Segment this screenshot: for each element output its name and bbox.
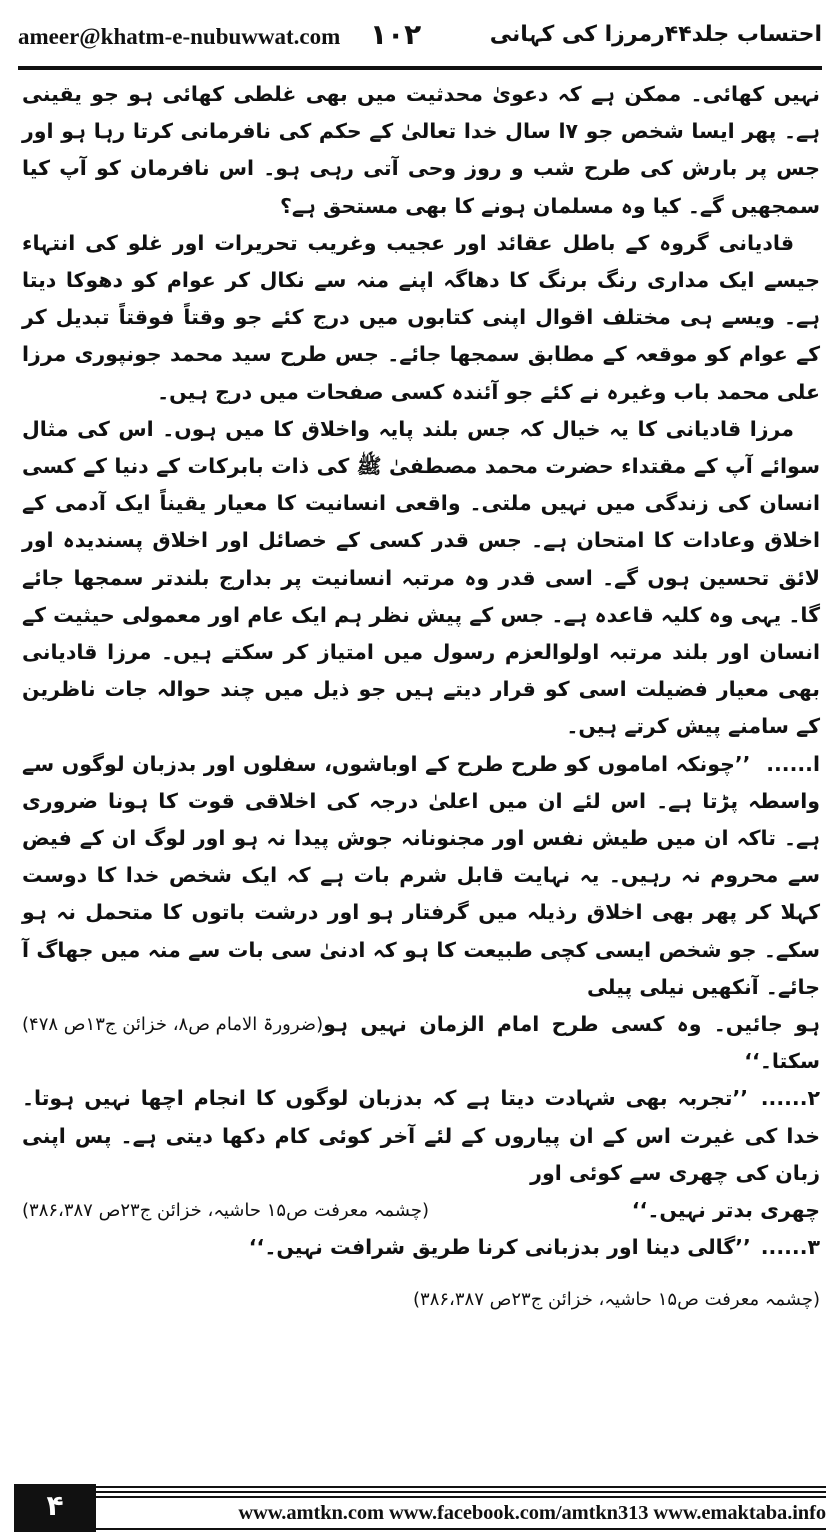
page-content: [22, 76, 820, 1318]
quote-1-reference: (ضرورۃ الامام ص۸، خزائن ج۱۳ص ۴۷۸): [22, 1014, 324, 1036]
paragraph-1: نہیں کھائی۔ ممکن ہے کہ دعویٰ محدثیت میں بھی غلطی کھائی ہو جو یقینی ہے۔ پھر ایسا شخص جو ۷ا سال خدا تعالیٰ کے حکم کی نافرمانی کرتا رہا ہو اور جس پر بارش کی طرح شب و روز وحی آتی رہی ہو۔ اس نافرمان کو آپ کیا سمجھیں گے۔ کیا وہ مسلمان ہونے کا بھی مستحق ہے؟: [22, 82, 820, 218]
quote-3-text: ’’گالی دینا اور بدزبانی کرنا طریق شرافت نہیں۔‘‘: [248, 1235, 751, 1260]
quote-2-text: ’’تجربہ بھی شہادت دیتا ہے کہ بدزبان لوگوں کا انجام اچھا نہیں ہوتا۔ خدا کی غیرت اس کے ان پیاروں کے لئے آخر کوئی کام دکھا دیتی ہے۔ پس اپنی زبان کی چھری سے کوئی اور: [22, 1086, 820, 1185]
quote-3: [22, 1229, 820, 1266]
header-divider: [18, 66, 822, 70]
quote-1-end-text: ہو جائیں۔ وہ کسی طرح امام الزمان نہیں ہو سکتا۔‘‘: [323, 1012, 820, 1074]
quote-2-number: ۲......: [760, 1086, 820, 1111]
quote-1-number: ا......: [766, 751, 820, 776]
page-header: [18, 10, 822, 66]
quote-2: [22, 1080, 820, 1192]
page-footer: [14, 1476, 826, 1532]
footer-rule: [14, 1486, 826, 1488]
quote-1: [22, 746, 820, 1006]
quote-2-reference: (چشمہ معرفت ص۱۵ حاشیہ، خزائن ج۲۳ص ۳۸۶،۳۸۷): [22, 1200, 429, 1222]
paragraph-3: مرزا قادیانی کا یہ خیال کہ جس بلند پایہ واخلاق کا میں ہوں۔ اس کی مثال سوائے آپ کے مقتداء حضرت محمد مصطفیٰ ﷺ کی ذات بابرکات کے دنیا کے کسی انسان کی زندگی میں نہیں ملتی۔ واقعی انسانیت کا معیار یقیناً ایک آدمی کے اخلاق وعادات کا امتحان ہے۔ جس قدر کسی کے خصائل اور اخلاق پسندیدہ اور لائق تحسین ہوں گے۔ اسی قدر وہ مرتبہ انسانیت پر بدارج بلندتر سمجھا جائے گا۔ یہی وہ کلیہ قاعدہ ہے۔ جس کے پیش نظر ہم ایک عام اور معمولی حیثیت کے انسان اور بلند مرتبہ اولوالعزم رسول میں امتیاز کر سکتے ہیں۔ مرزا قادیانی بھی معیار فضیلت اسی کو قرار دیتے ہیں جو ذیل میں چند حوالہ جات ناظرین کے سامنے پیش کرتے ہیں۔: [22, 416, 820, 739]
footer-rule: [14, 1528, 826, 1530]
header-title: احتساب جلد۴۴رمرزا کی کہانی: [489, 22, 822, 47]
footer-rule: [14, 1496, 826, 1498]
paragraph-2: قادیانی گروہ کے باطل عقائد اور عجیب وغریب تحریرات اور غلو کی انتہاء جیسے ایک مداری رنگ برنگ کا دھاگہ اپنے منہ سے نکال کر عوام کو دھوکا دیتا ہے۔ ویسے ہی مختلف اقوال اپنی کتابوں میں درج کئے جو وقتاً فوقتاً تبدیل کر کے عوام کو موقعہ کے مطابق سمجھا جائے۔ جس طرح سید محمد جونپوری مرزا علی محمد باب وغیرہ نے کئے جو آئندہ کسی صفحات میں درج ہیں۔: [22, 230, 820, 404]
header-email: ameer@khatm-e-nubuwwat.com: [18, 24, 341, 49]
footer-page-number: ۴: [14, 1484, 96, 1532]
quote-3-number: ۳......: [760, 1235, 820, 1260]
header-page-number: ١٠٢: [370, 18, 422, 51]
quote-2-end-text: چھری بدتر نہیں۔‘‘: [631, 1198, 820, 1223]
quote-3-reference: (چشمہ معرفت ص۱۵ حاشیہ، خزائن ج۲۳ص ۳۸۶،۳۸۷): [413, 1288, 820, 1310]
quote-1-ending: [22, 1006, 820, 1080]
quote-2-ending: [22, 1192, 820, 1229]
footer-websites: www.amtkn.com www.facebook.com/amtkn313 www.emaktaba.info: [238, 1502, 826, 1524]
footer-rule: [14, 1491, 826, 1493]
quote-1-text: ’’چونکہ اماموں کو طرح طرح کے اوباشوں، سفلوں اور بدزبان لوگوں سے واسطہ پڑتا ہے۔ اس لئے ان میں اعلیٰ درجہ کی اخلاقی قوت کا ہونا ضروری ہے۔ تاکہ ان میں طیش نفس اور مجنونانہ جوش پیدا نہ ہو اور لوگ ان کے فیض سے محروم نہ رہیں۔ یہ نہایت قابل شرم بات ہے کہ ایک شخص خدا کا دوست کہلا کر پھر بھی اخلاق رذیلہ میں گرفتار ہو اور درشت باتوں کا متحمل نہ ہو سکے۔ جو شخص ایسی کچی طبیعت کا ہو کہ ادنیٰ سی بات سے منہ میں جھاگ آ جائے۔ آنکھیں نیلی پیلی: [22, 751, 820, 999]
